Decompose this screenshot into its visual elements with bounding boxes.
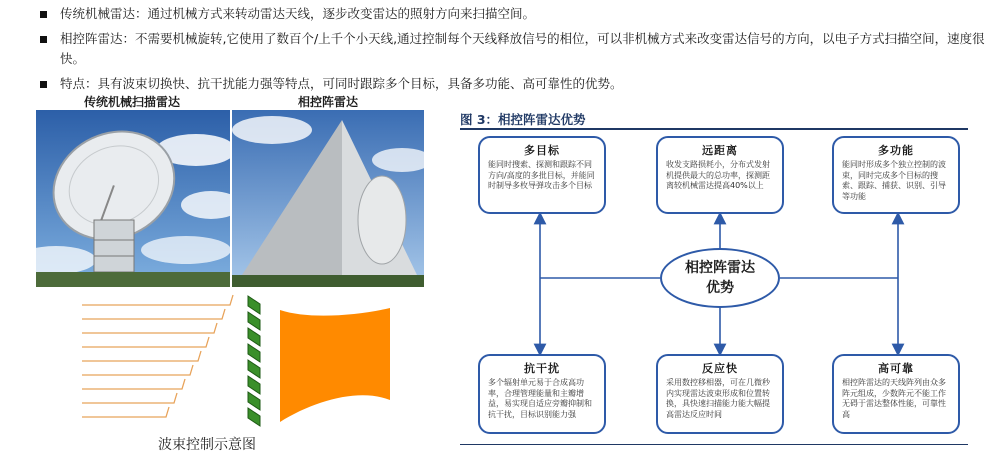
bullet-item: [40, 29, 990, 69]
phased-array-caption: 相控阵雷达: [297, 95, 358, 109]
bullet-square-icon: [40, 11, 47, 18]
node-title: 高可靠: [878, 362, 914, 375]
advantage-node-high-reliability: [832, 354, 960, 434]
beam-diagram-caption: 波束控制示意图: [158, 437, 256, 453]
node-description: 相控阵雷达的天线阵列由众多阵元组成，少数阵元不能工作无碍于雷达整体性能，可靠性高: [842, 378, 946, 419]
bullet-square-icon: [40, 36, 47, 43]
beam-diagram-svg: [70, 290, 400, 430]
advantages-figure: [460, 110, 968, 446]
bullet-text: 相控阵雷达：不需要机械旋转,它使用了数百个/上千个小天线,通过控制每个天线释放信号的相位，可以非机械方式来改变雷达信号的方向，以电子方式扫描空间，速度很快。: [60, 31, 985, 66]
phased-array-photo: [232, 110, 424, 287]
bullet-text: 特点：具有波束切换快、抗干扰能力强等特点，可同时跟踪多个目标，具备多功能、高可靠性的优势。: [60, 76, 623, 91]
bullet-item: [40, 74, 990, 94]
advantage-node-long-range: [656, 136, 784, 214]
center-node: 相控阵雷达优势: [660, 248, 780, 308]
mechanical-radar-photo: [36, 110, 230, 287]
bullet-text: 传统机械雷达：通过机械方式来转动雷达天线，逐步改变雷达的照射方向来扫描空间。: [60, 6, 536, 21]
node-title: 多目标: [524, 144, 560, 157]
node-title: 抗干扰: [524, 362, 560, 375]
advantage-node-fast-response: [656, 354, 784, 434]
bullet-square-icon: [40, 81, 47, 88]
node-description: 收发支路损耗小，分布式发射机提供最大的总功率，探测距离较机械雷达提高40%以上: [666, 160, 770, 190]
node-title: 多功能: [878, 144, 914, 157]
node-description: 多个辐射单元易于合成高功率，合理管理能量和主瓣增益，易实现自适应旁瓣抑制和抗干扰，目标识别能力强: [488, 378, 592, 419]
node-description: 能同时形成多个独立控制的波束，同时完成多个目标的搜索、跟踪、捕获、识别、引导等功能: [842, 160, 946, 201]
beam-control-diagram: [70, 290, 400, 430]
figure-title: 图 3：相控阵雷达优势: [460, 112, 586, 127]
node-description: 采用数控移相器，可在几微秒内实现雷达波束形成和位置转换，具快速扫描能力能大幅提高雷达反应时间: [666, 378, 770, 419]
figure-bottom-rule: [460, 444, 968, 445]
bullet-item: [40, 4, 990, 24]
advantage-node-multi-target: [478, 136, 606, 214]
node-description: 能同时搜索、探测和跟踪不同方向/高度的多批目标，并能同时制导多枚导弹攻击多个目标: [488, 160, 595, 190]
advantage-node-multi-function: [832, 136, 960, 214]
node-title: 远距离: [702, 144, 738, 157]
mechanical-radar-caption: 传统机械扫描雷达: [83, 95, 180, 109]
bullet-list: [40, 4, 990, 99]
advantage-node-anti-jamming: [478, 354, 606, 434]
node-title: 反应快: [702, 362, 738, 375]
